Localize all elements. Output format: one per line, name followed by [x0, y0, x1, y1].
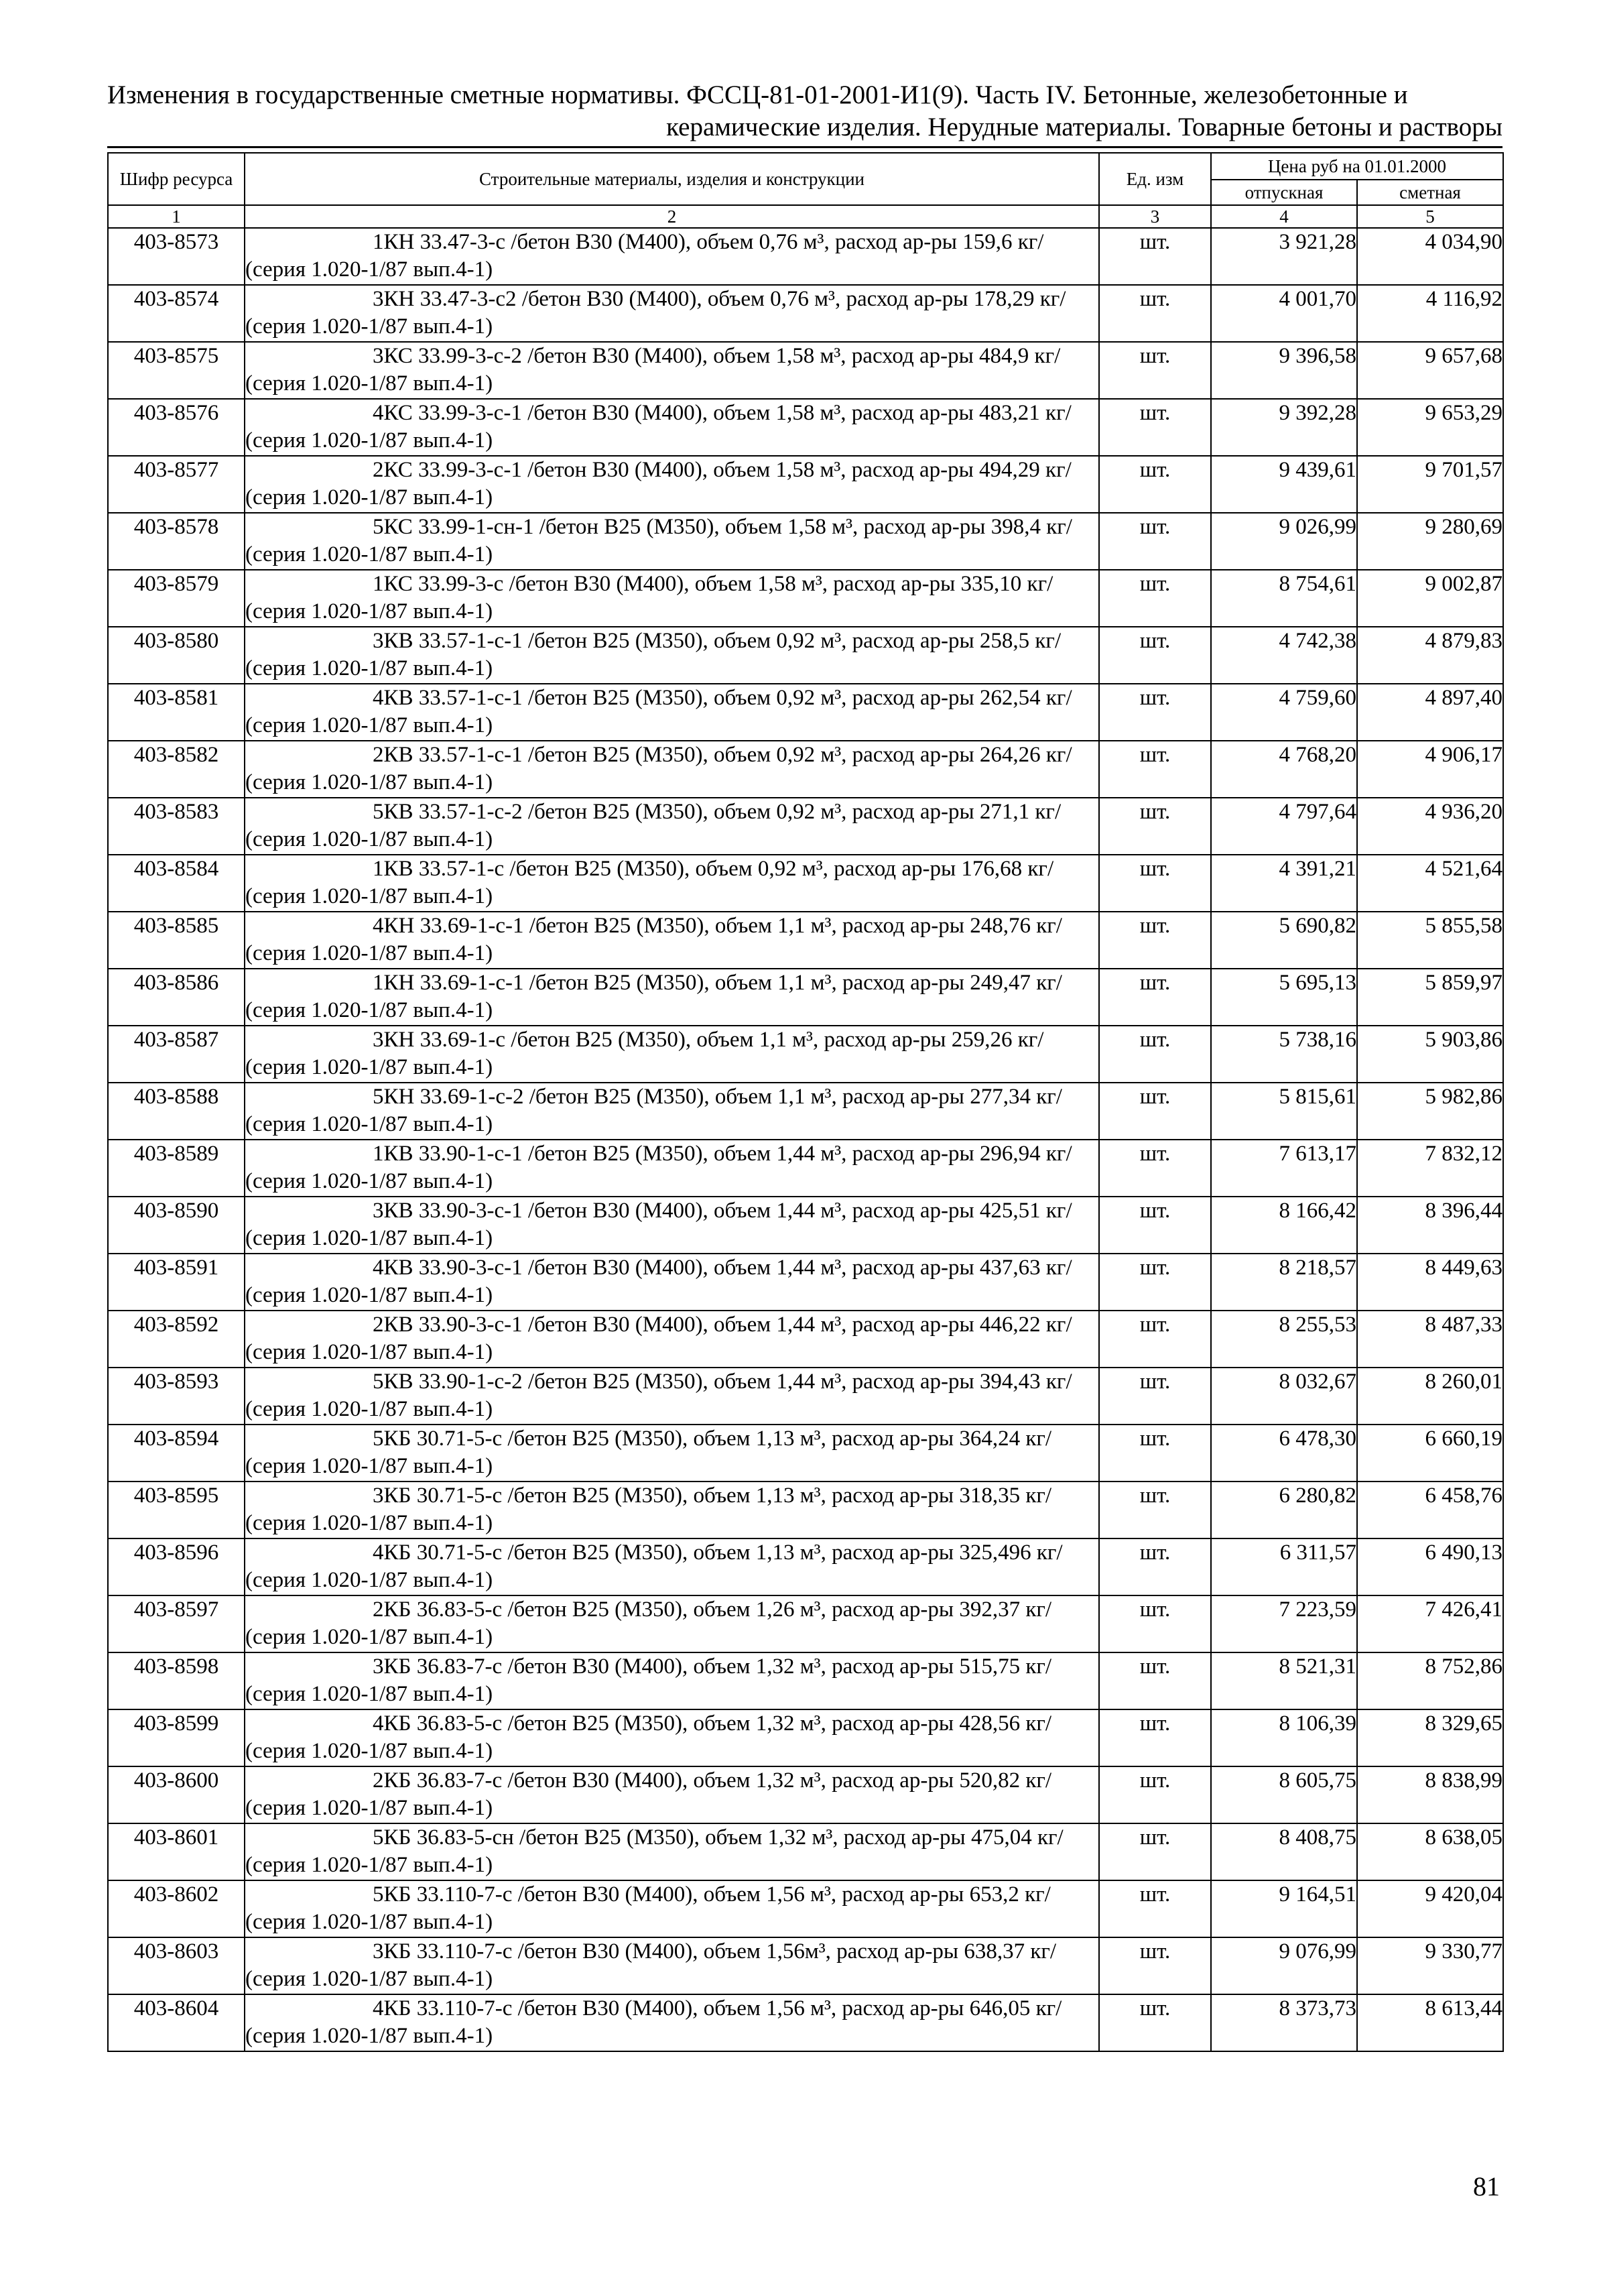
estimate-price-cell: 8 487,33 [1357, 1311, 1503, 1368]
estimate-price-cell: 9 653,29 [1357, 399, 1503, 456]
release-price-cell: 8 106,39 [1211, 1709, 1357, 1766]
release-price-cell: 8 032,67 [1211, 1368, 1357, 1425]
resource-code-cell: 403-8600 [108, 1766, 245, 1823]
estimate-price-cell: 9 657,68 [1357, 342, 1503, 399]
unit-cell: шт. [1099, 1652, 1211, 1709]
resource-code-cell: 403-8588 [108, 1083, 245, 1140]
unit-cell: шт. [1099, 1311, 1211, 1368]
unit-cell: шт. [1099, 1368, 1211, 1425]
description-cell: 2КВ 33.57-1-с-1 /бетон В25 (М350), объем 0,92 м³, расход ар-ры 264,26 кг/ (серия 1.020-1/87 вып.4-1) [245, 741, 1099, 798]
table-row [108, 1766, 1503, 1823]
column-number: 3 [1099, 205, 1211, 228]
resource-code-cell: 403-8599 [108, 1709, 245, 1766]
table-body [108, 228, 1503, 2051]
header-code: Шифр ресурса [108, 153, 245, 205]
description-cell: 3КБ 36.83-7-с /бетон В30 (М400), объем 1,32 м³, расход ар-ры 515,75 кг/ (серия 1.020-1/87 вып.4-1) [245, 1652, 1099, 1709]
description-cell: 5КБ 30.71-5-с /бетон В25 (М350), объем 1,13 м³, расход ар-ры 364,24 кг/ (серия 1.020-1/87 вып.4-1) [245, 1425, 1099, 1482]
unit-cell: шт. [1099, 1880, 1211, 1937]
table-row [108, 1823, 1503, 1880]
table-row [108, 798, 1503, 855]
table-row [108, 1937, 1503, 1994]
table-row [108, 513, 1503, 570]
description-cell: 1КН 33.47-3-с /бетон В30 (М400), объем 0,76 м³, расход ар-ры 159,6 кг/ (серия 1.020-1/87 вып.4-1) [245, 228, 1099, 285]
unit-cell: шт. [1099, 855, 1211, 912]
estimate-price-cell: 5 859,97 [1357, 969, 1503, 1026]
release-price-cell: 9 439,61 [1211, 456, 1357, 513]
table-row [108, 1140, 1503, 1197]
resource-code-cell: 403-8597 [108, 1595, 245, 1652]
header-title-line2: керамические изделия. Нерудные материалы. Товарные бетоны и растворы [107, 111, 1502, 148]
release-price-cell: 4 759,60 [1211, 684, 1357, 741]
table-row [108, 1254, 1503, 1311]
resource-code-cell: 403-8594 [108, 1425, 245, 1482]
unit-cell: шт. [1099, 1254, 1211, 1311]
table-row [108, 570, 1503, 627]
estimate-price-cell: 8 752,86 [1357, 1652, 1503, 1709]
unit-cell: шт. [1099, 1994, 1211, 2051]
table-row [108, 1026, 1503, 1083]
description-cell: 4КБ 33.110-7-с /бетон В30 (М400), объем 1,56 м³, расход ар-ры 646,05 кг/ (серия 1.020-1/87 вып.4-1) [245, 1994, 1099, 2051]
estimate-price-cell: 8 396,44 [1357, 1197, 1503, 1254]
resource-code-cell: 403-8578 [108, 513, 245, 570]
description-cell: 3КБ 33.110-7-с /бетон В30 (М400), объем 1,56м³, расход ар-ры 638,37 кг/ (серия 1.020-1/87 вып.4-1) [245, 1937, 1099, 1994]
table-row [108, 1368, 1503, 1425]
release-price-cell: 5 738,16 [1211, 1026, 1357, 1083]
release-price-cell: 8 605,75 [1211, 1766, 1357, 1823]
table-row [108, 456, 1503, 513]
release-price-cell: 5 695,13 [1211, 969, 1357, 1026]
release-price-cell: 4 768,20 [1211, 741, 1357, 798]
release-price-cell: 4 001,70 [1211, 285, 1357, 342]
unit-cell: шт. [1099, 1766, 1211, 1823]
resource-code-cell: 403-8583 [108, 798, 245, 855]
estimate-price-cell: 7 832,12 [1357, 1140, 1503, 1197]
release-price-cell: 8 255,53 [1211, 1311, 1357, 1368]
estimate-price-cell: 5 855,58 [1357, 912, 1503, 969]
resource-code-cell: 403-8587 [108, 1026, 245, 1083]
resource-code-cell: 403-8592 [108, 1311, 245, 1368]
description-cell: 3КН 33.47-3-с2 /бетон В30 (М400), объем 0,76 м³, расход ар-ры 178,29 кг/ (серия 1.020-1/87 вып.4-1) [245, 285, 1099, 342]
table-row [108, 1652, 1503, 1709]
description-cell: 4КБ 30.71-5-с /бетон В25 (М350), объем 1,13 м³, расход ар-ры 325,496 кг/ (серия 1.020-1/87 вып.4-1) [245, 1538, 1099, 1595]
unit-cell: шт. [1099, 456, 1211, 513]
resource-code-cell: 403-8581 [108, 684, 245, 741]
table-row [108, 912, 1503, 969]
table-row [108, 1425, 1503, 1482]
resource-code-cell: 403-8586 [108, 969, 245, 1026]
release-price-cell: 6 311,57 [1211, 1538, 1357, 1595]
unit-cell: шт. [1099, 285, 1211, 342]
resource-code-cell: 403-8603 [108, 1937, 245, 1994]
resource-code-cell: 403-8584 [108, 855, 245, 912]
description-cell: 3КВ 33.57-1-с-1 /бетон В25 (М350), объем 0,92 м³, расход ар-ры 258,5 кг/ (серия 1.020-1/87 вып.4-1) [245, 627, 1099, 684]
estimate-price-cell: 9 280,69 [1357, 513, 1503, 570]
unit-cell: шт. [1099, 741, 1211, 798]
estimate-price-cell: 4 521,64 [1357, 855, 1503, 912]
price-table [107, 152, 1504, 2052]
resource-code-cell: 403-8575 [108, 342, 245, 399]
resource-code-cell: 403-8601 [108, 1823, 245, 1880]
table-row [108, 1482, 1503, 1538]
table-row [108, 399, 1503, 456]
header-unit: Ед. изм [1099, 153, 1211, 205]
table-row [108, 1083, 1503, 1140]
description-cell: 4КН 33.69-1-с-1 /бетон В25 (М350), объем 1,1 м³, расход ар-ры 248,76 кг/ (серия 1.020-1/87 вып.4-1) [245, 912, 1099, 969]
resource-code-cell: 403-8574 [108, 285, 245, 342]
release-price-cell: 5 815,61 [1211, 1083, 1357, 1140]
table-row [108, 627, 1503, 684]
unit-cell: шт. [1099, 1595, 1211, 1652]
description-cell: 4КВ 33.57-1-с-1 /бетон В25 (М350), объем 0,92 м³, расход ар-ры 262,54 кг/ (серия 1.020-1/87 вып.4-1) [245, 684, 1099, 741]
estimate-price-cell: 9 330,77 [1357, 1937, 1503, 1994]
description-cell: 3КВ 33.90-3-с-1 /бетон В30 (М400), объем 1,44 м³, расход ар-ры 425,51 кг/ (серия 1.020-1/87 вып.4-1) [245, 1197, 1099, 1254]
resource-code-cell: 403-8598 [108, 1652, 245, 1709]
release-price-cell: 8 408,75 [1211, 1823, 1357, 1880]
release-price-cell: 9 076,99 [1211, 1937, 1357, 1994]
unit-cell: шт. [1099, 1538, 1211, 1595]
description-cell: 1КН 33.69-1-с-1 /бетон В25 (М350), объем 1,1 м³, расход ар-ры 249,47 кг/ (серия 1.020-1/87 вып.4-1) [245, 969, 1099, 1026]
resource-code-cell: 403-8604 [108, 1994, 245, 2051]
resource-code-cell: 403-8595 [108, 1482, 245, 1538]
description-cell: 2КБ 36.83-5-с /бетон В25 (М350), объем 1,26 м³, расход ар-ры 392,37 кг/ (серия 1.020-1/87 вып.4-1) [245, 1595, 1099, 1652]
release-price-cell: 8 521,31 [1211, 1652, 1357, 1709]
estimate-price-cell: 8 838,99 [1357, 1766, 1503, 1823]
estimate-price-cell: 5 982,86 [1357, 1083, 1503, 1140]
estimate-price-cell: 6 660,19 [1357, 1425, 1503, 1482]
release-price-cell: 9 164,51 [1211, 1880, 1357, 1937]
release-price-cell: 5 690,82 [1211, 912, 1357, 969]
description-cell: 2КС 33.99-3-с-1 /бетон В30 (М400), объем 1,58 м³, расход ар-ры 494,29 кг/ (серия 1.020-1/87 вып.4-1) [245, 456, 1099, 513]
estimate-price-cell: 9 002,87 [1357, 570, 1503, 627]
resource-code-cell: 403-8593 [108, 1368, 245, 1425]
estimate-price-cell: 8 613,44 [1357, 1994, 1503, 2051]
description-cell: 1КВ 33.90-1-с-1 /бетон В25 (М350), объем 1,44 м³, расход ар-ры 296,94 кг/ (серия 1.020-1/87 вып.4-1) [245, 1140, 1099, 1197]
unit-cell: шт. [1099, 969, 1211, 1026]
unit-cell: шт. [1099, 627, 1211, 684]
unit-cell: шт. [1099, 1425, 1211, 1482]
release-price-cell: 9 026,99 [1211, 513, 1357, 570]
description-cell: 3КБ 30.71-5-с /бетон В25 (М350), объем 1,13 м³, расход ар-ры 318,35 кг/ (серия 1.020-1/87 вып.4-1) [245, 1482, 1099, 1538]
table-row [108, 684, 1503, 741]
unit-cell: шт. [1099, 1026, 1211, 1083]
estimate-price-cell: 4 906,17 [1357, 741, 1503, 798]
table-row [108, 1595, 1503, 1652]
unit-cell: шт. [1099, 1937, 1211, 1994]
description-cell: 1КС 33.99-3-с /бетон В30 (М400), объем 1,58 м³, расход ар-ры 335,10 кг/ (серия 1.020-1/87 вып.4-1) [245, 570, 1099, 627]
description-cell: 5КБ 33.110-7-с /бетон В30 (М400), объем 1,56 м³, расход ар-ры 653,2 кг/ (серия 1.020-1/87 вып.4-1) [245, 1880, 1099, 1937]
table-row [108, 1538, 1503, 1595]
unit-cell: шт. [1099, 399, 1211, 456]
description-cell: 2КБ 36.83-7-с /бетон В30 (М400), объем 1,32 м³, расход ар-ры 520,82 кг/ (серия 1.020-1/87 вып.4-1) [245, 1766, 1099, 1823]
estimate-price-cell: 9 701,57 [1357, 456, 1503, 513]
unit-cell: шт. [1099, 1197, 1211, 1254]
release-price-cell: 8 373,73 [1211, 1994, 1357, 2051]
release-price-cell: 4 391,21 [1211, 855, 1357, 912]
resource-code-cell: 403-8576 [108, 399, 245, 456]
release-price-cell: 4 797,64 [1211, 798, 1357, 855]
estimate-price-cell: 4 116,92 [1357, 285, 1503, 342]
resource-code-cell: 403-8590 [108, 1197, 245, 1254]
unit-cell: шт. [1099, 1083, 1211, 1140]
table-row [108, 969, 1503, 1026]
table-row [108, 855, 1503, 912]
header-price-release: отпускная [1211, 180, 1357, 205]
unit-cell: шт. [1099, 1709, 1211, 1766]
page-header [107, 79, 1502, 148]
estimate-price-cell: 9 420,04 [1357, 1880, 1503, 1937]
table-row [108, 1197, 1503, 1254]
estimate-price-cell: 8 638,05 [1357, 1823, 1503, 1880]
table-row [108, 741, 1503, 798]
column-number: 5 [1357, 205, 1503, 228]
estimate-price-cell: 6 490,13 [1357, 1538, 1503, 1595]
description-cell: 5КС 33.99-1-сн-1 /бетон В25 (М350), объем 1,58 м³, расход ар-ры 398,4 кг/ (серия 1.020-1/87 вып.4-1) [245, 513, 1099, 570]
release-price-cell: 7 223,59 [1211, 1595, 1357, 1652]
unit-cell: шт. [1099, 798, 1211, 855]
unit-cell: шт. [1099, 1140, 1211, 1197]
table-row [108, 342, 1503, 399]
unit-cell: шт. [1099, 684, 1211, 741]
description-cell: 5КВ 33.90-1-с-2 /бетон В25 (М350), объем 1,44 м³, расход ар-ры 394,43 кг/ (серия 1.020-1/87 вып.4-1) [245, 1368, 1099, 1425]
unit-cell: шт. [1099, 1823, 1211, 1880]
estimate-price-cell: 8 329,65 [1357, 1709, 1503, 1766]
table-row [108, 285, 1503, 342]
description-cell: 2КВ 33.90-3-с-1 /бетон В30 (М400), объем 1,44 м³, расход ар-ры 446,22 кг/ (серия 1.020-1/87 вып.4-1) [245, 1311, 1099, 1368]
resource-code-cell: 403-8577 [108, 456, 245, 513]
column-number: 1 [108, 205, 245, 228]
resource-code-cell: 403-8589 [108, 1140, 245, 1197]
unit-cell: шт. [1099, 228, 1211, 285]
resource-code-cell: 403-8585 [108, 912, 245, 969]
release-price-cell: 6 280,82 [1211, 1482, 1357, 1538]
estimate-price-cell: 4 034,90 [1357, 228, 1503, 285]
estimate-price-cell: 8 449,63 [1357, 1254, 1503, 1311]
description-cell: 4КБ 36.83-5-с /бетон В25 (М350), объем 1,32 м³, расход ар-ры 428,56 кг/ (серия 1.020-1/87 вып.4-1) [245, 1709, 1099, 1766]
release-price-cell: 8 754,61 [1211, 570, 1357, 627]
release-price-cell: 4 742,38 [1211, 627, 1357, 684]
table-row [108, 1994, 1503, 2051]
resource-code-cell: 403-8579 [108, 570, 245, 627]
header-title-line1: Изменения в государственные сметные нормативы. ФССЦ-81-01-2001-И1(9). Часть IV. Бетонные, железобетонные и [107, 80, 1408, 109]
resource-code-cell: 403-8582 [108, 741, 245, 798]
resource-code-cell: 403-8596 [108, 1538, 245, 1595]
description-cell: 4КС 33.99-3-с-1 /бетон В30 (М400), объем 1,58 м³, расход ар-ры 483,21 кг/ (серия 1.020-1/87 вып.4-1) [245, 399, 1099, 456]
estimate-price-cell: 5 903,86 [1357, 1026, 1503, 1083]
table-row [108, 1709, 1503, 1766]
column-number: 2 [245, 205, 1099, 228]
table-row [108, 1880, 1503, 1937]
unit-cell: шт. [1099, 1482, 1211, 1538]
description-cell: 4КВ 33.90-3-с-1 /бетон В30 (М400), объем 1,44 м³, расход ар-ры 437,63 кг/ (серия 1.020-1/87 вып.4-1) [245, 1254, 1099, 1311]
resource-code-cell: 403-8580 [108, 627, 245, 684]
description-cell: 5КВ 33.57-1-с-2 /бетон В25 (М350), объем 0,92 м³, расход ар-ры 271,1 кг/ (серия 1.020-1/87 вып.4-1) [245, 798, 1099, 855]
header-price-estimate: сметная [1357, 180, 1503, 205]
description-cell: 5КН 33.69-1-с-2 /бетон В25 (М350), объем 1,1 м³, расход ар-ры 277,34 кг/ (серия 1.020-1/87 вып.4-1) [245, 1083, 1099, 1140]
description-cell: 1КВ 33.57-1-с /бетон В25 (М350), объем 0,92 м³, расход ар-ры 176,68 кг/ (серия 1.020-1/87 вып.4-1) [245, 855, 1099, 912]
description-cell: 3КС 33.99-3-с-2 /бетон В30 (М400), объем 1,58 м³, расход ар-ры 484,9 кг/ (серия 1.020-1/87 вып.4-1) [245, 342, 1099, 399]
estimate-price-cell: 8 260,01 [1357, 1368, 1503, 1425]
release-price-cell: 7 613,17 [1211, 1140, 1357, 1197]
release-price-cell: 8 218,57 [1211, 1254, 1357, 1311]
estimate-price-cell: 4 897,40 [1357, 684, 1503, 741]
estimate-price-cell: 4 879,83 [1357, 627, 1503, 684]
release-price-cell: 6 478,30 [1211, 1425, 1357, 1482]
header-description: Строительные материалы, изделия и конструкции [245, 153, 1099, 205]
release-price-cell: 9 396,58 [1211, 342, 1357, 399]
release-price-cell: 8 166,42 [1211, 1197, 1357, 1254]
release-price-cell: 9 392,28 [1211, 399, 1357, 456]
header-price-group: Цена руб на 01.01.2000 [1211, 153, 1503, 180]
table-row [108, 228, 1503, 285]
unit-cell: шт. [1099, 342, 1211, 399]
column-number: 4 [1211, 205, 1357, 228]
release-price-cell: 3 921,28 [1211, 228, 1357, 285]
description-cell: 3КН 33.69-1-с /бетон В25 (М350), объем 1,1 м³, расход ар-ры 259,26 кг/ (серия 1.020-1/87 вып.4-1) [245, 1026, 1099, 1083]
estimate-price-cell: 6 458,76 [1357, 1482, 1503, 1538]
page-number: 81 [1473, 2171, 1500, 2201]
estimate-price-cell: 7 426,41 [1357, 1595, 1503, 1652]
unit-cell: шт. [1099, 912, 1211, 969]
estimate-price-cell: 4 936,20 [1357, 798, 1503, 855]
resource-code-cell: 403-8591 [108, 1254, 245, 1311]
resource-code-cell: 403-8602 [108, 1880, 245, 1937]
description-cell: 5КБ 36.83-5-сн /бетон В25 (М350), объем 1,32 м³, расход ар-ры 475,04 кг/ (серия 1.020-1/87 вып.4-1) [245, 1823, 1099, 1880]
resource-code-cell: 403-8573 [108, 228, 245, 285]
unit-cell: шт. [1099, 513, 1211, 570]
table-row [108, 1311, 1503, 1368]
unit-cell: шт. [1099, 570, 1211, 627]
